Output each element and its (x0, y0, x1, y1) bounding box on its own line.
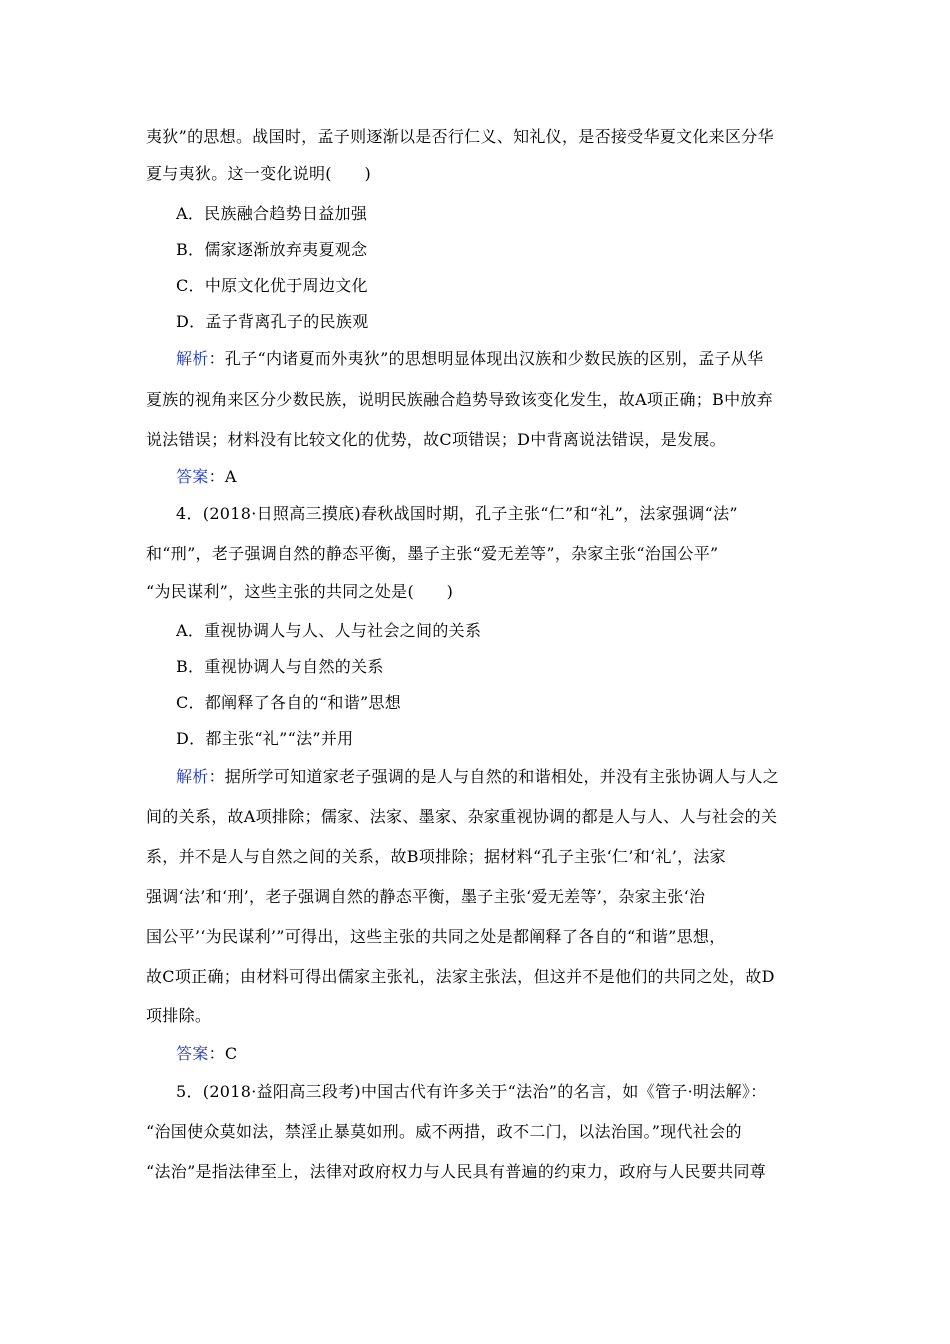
question-4-analysis-line (176, 765, 846, 789)
question-4-stem-line: “为民谋利”，这些主张的共同之处是( ) (146, 582, 454, 601)
answer-value: ：C (208, 1044, 238, 1063)
question-3-option-a: A．民族融合趋势日益加强 (176, 204, 368, 223)
analysis-text: ：据所学可知道家老子强调的是人与自然的和谐相处，并没有主张协调人与人之 (208, 767, 780, 786)
question-3-analysis-line: 说法错误；材料没有比较文化的优势，故C项错误；D中背离说法错误，是发展。 (146, 430, 726, 449)
question-3-option-d: D．孟子背离孔子的民族观 (176, 312, 369, 331)
question-3-text-line: 夷狄”的思想。战国时，孟子则逐渐以是否行仁义、知礼仪，是否接受华夏文化来区分华 (146, 127, 774, 146)
question-3-text-line: 夏与夷狄。这一变化说明( ) (146, 164, 371, 183)
question-4-option-b: B．重视协调人与自然的关系 (176, 657, 384, 676)
question-4-option-a: A．重视协调人与人、人与社会之间的关系 (176, 621, 482, 640)
question-3-answer (176, 465, 846, 489)
question-4-option-d: D．都主张“礼”“法”并用 (176, 729, 354, 748)
question-5-stem-line: “治国使众莫如法，禁淫止暴莫如刑。威不两措，政不二门，以法治国。”现代社会的 (146, 1122, 742, 1141)
question-4-answer (176, 1042, 846, 1066)
question-4-option-c: C．都阐释了各自的“和谐”思想 (176, 693, 402, 712)
question-4-stem-line: 4．(2018·日照高三摸底)春秋战国时期，孔子主张“仁”和“礼”，法家强调“法” (176, 504, 738, 523)
question-3-option-c: C．中原文化优于周边文化 (176, 276, 368, 295)
question-3-option-b: B．儒家逐渐放弃夷夏观念 (176, 240, 368, 259)
question-4-analysis-line: 国公平’‘为民谋利’”可得出，这些主张的共同之处是都阐释了各自的“和谐”思想， (146, 927, 726, 946)
analysis-label: 解析 (176, 767, 209, 786)
question-3-analysis-line (176, 347, 846, 371)
question-4-stem-line: 和“刑”，老子强调自然的静态平衡，墨子主张“爱无差等”，杂家主张“治国公平” (146, 544, 719, 563)
question-3-analysis-line: 夏族的视角来区分少数民族，说明民族融合趋势导致该变化发生，故A项正确；B中放弃 (146, 390, 774, 409)
question-5-stem-line: “法治”是指法律至上，法律对政府权力与人民具有普遍的约束力，政府与人民要共同尊 (146, 1162, 767, 1181)
analysis-label: 解析 (176, 349, 209, 368)
question-4-analysis-line: 强调‘法’和‘刑’，老子强调自然的静态平衡，墨子主张‘爱无差等’，杂家主张‘治 (146, 887, 706, 906)
question-4-analysis-line: 项排除。 (146, 1006, 212, 1025)
answer-label: 答案 (176, 1044, 209, 1063)
question-4-analysis-line: 故C项正确；由材料可得出儒家主张礼，法家主张法，但这并不是他们的共同之处，故D (146, 967, 775, 986)
question-4-analysis-line: 系，并不是人与自然之间的关系，故B项排除；据材料“孔子主张‘仁’和‘礼’，法家 (146, 847, 726, 866)
answer-label: 答案 (176, 467, 209, 486)
question-5-stem-line: 5．(2018·益阳高三段考)中国古代有许多关于“法治”的名言，如《管子·明法解》： (176, 1082, 767, 1101)
analysis-text: ：孔子“内诸夏而外夷狄”的思想明显体现出汉族和少数民族的区别，孟子从华 (208, 349, 764, 368)
answer-value: ：A (208, 467, 237, 486)
question-4-analysis-line: 间的关系，故A项排除；儒家、法家、墨家、杂家重视协调的都是人与人、人与社会的关 (146, 807, 778, 826)
